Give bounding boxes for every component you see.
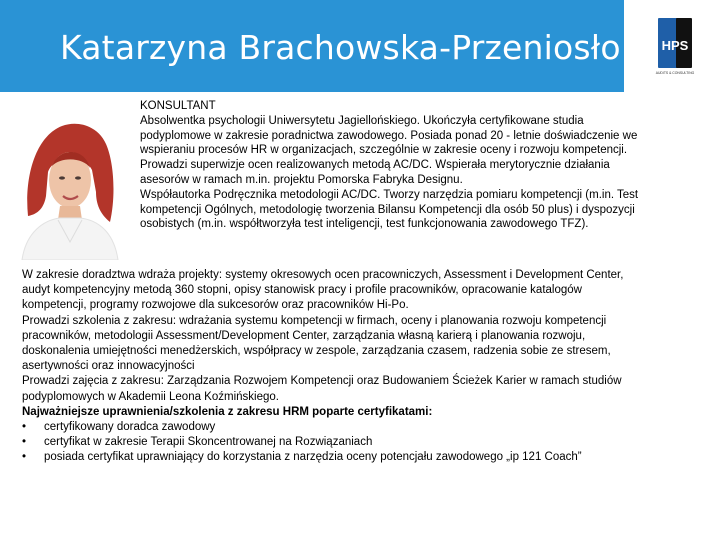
hps-logo <box>652 14 698 76</box>
role-label: KONSULTANT <box>140 100 216 112</box>
intro-line: Współautorka Podręcznika metodologii AC/DC. Tworzy narzędzia pomiaru kompetencji (m.in. Test <box>140 188 639 201</box>
intro-line: Absolwentka psychologii Uniwersytetu Jagiellońskiego. Ukończyła certyfikowane studia <box>140 114 584 127</box>
intro-line: wspieraniu procesów HR w organizacjach, szczególnie w zakresie oceny i rozwoju kompetencji. <box>140 144 628 157</box>
body-line: W zakresie doradztwa wdraża projekty: systemy okresowych ocen pracowniczych, Assessment i Development Center, <box>22 269 624 281</box>
page-title: Katarzyna Brachowska-Przeniosło <box>60 28 621 67</box>
body-line: Prowadzi szkolenia z zakresu: wdrażania systemu kompetencji w firmach, oceny i planowania rozwoju kompetencji <box>22 314 607 327</box>
intro-section <box>140 99 710 232</box>
body-line: asertywności oraz innowacyjności <box>22 360 195 373</box>
body-line: podyplomowych w Akademii Leona Koźmińskiego. <box>22 390 279 403</box>
body-line: Prowadzi zajęcia z zakresu: Zarządzania Rozwojem Kompetencji oraz Budowaniem Ścieżek Karier w ramach studiów <box>22 375 622 388</box>
cert-item: • certyfikat w zakresie Terapii Skoncentrowanej na Rozwiązaniach <box>22 435 702 450</box>
body-line: doskonalenia umiejętności menedżerskich, współpracy w zespole, zarządzania czasem, radzenia sobie ze stresem, <box>22 345 611 358</box>
certs-list <box>22 420 702 466</box>
logo-text: HPS <box>661 38 689 53</box>
intro-line: kompetencji Ogólnych, metodologię tworzenia Bilansu Kompetencji dla osób 50 plus) i dyspozycji <box>140 203 635 216</box>
certs-heading: Najważniejsze uprawnienia/szkolenia z zakresu HRM poparte certyfikatami: <box>22 405 433 418</box>
intro-line: podyplomowe w zakresie poradnictwa zawodowego. Posiada ponad 20 - letnie doświadczenie we <box>140 129 638 142</box>
cert-item: • certyfikowany doradca zawodowy <box>22 420 702 435</box>
experience-section <box>22 268 702 466</box>
intro-line: Prowadzi superwizje ocen realizowanych metodą AC/DC. Wspierała merytorycznie działania <box>140 159 610 172</box>
body-line: audyt kompetencyjny metodą 360 stopni, opisy stanowisk pracy i profile pracowników, opracowanie katalogów <box>22 284 582 297</box>
portrait-photo <box>18 96 122 260</box>
body-line: kompetencji, programy rozwojowe dla sukcesorów oraz pracowników Hi-Po. <box>22 299 409 312</box>
title-bar <box>0 0 624 92</box>
intro-line: osobistych (m.in. współtworzyła test inteligencji, test funkcjonowania zawodowego TFZ). <box>140 218 589 231</box>
intro-line: asesorów w ramach m.in. projektu Pomorska Fabryka Designu. <box>140 173 463 186</box>
logo-subtext: AUDITS & CONSULTING <box>655 71 695 75</box>
cert-item: • posiada certyfikat uprawniający do korzystania z narzędzia oceny potencjału zawodowego „ip 121 Coach” <box>22 450 702 465</box>
body-line: pracowników, metodologii Assessment/Development Center, zarządzania własną karierą i planowania rozwoju, <box>22 329 586 342</box>
